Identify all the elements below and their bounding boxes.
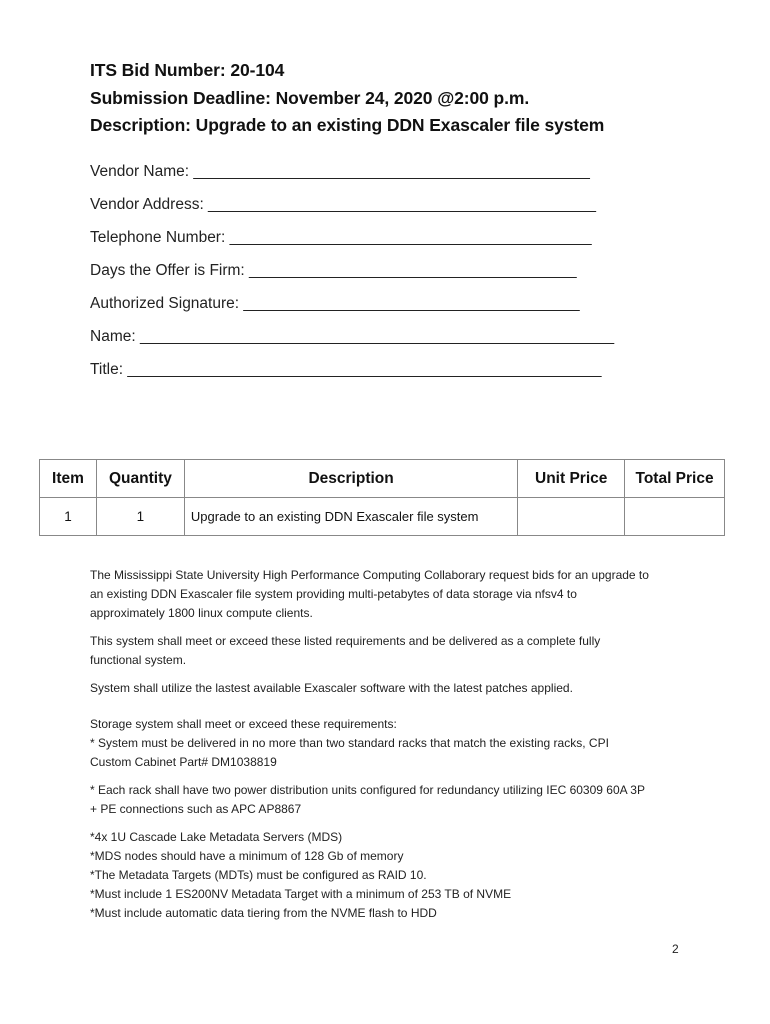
storage-line: Custom Cabinet Part# DM1038819	[90, 755, 277, 769]
vendor-name-field[interactable]: Vendor Name: ______________________________________________	[90, 163, 590, 180]
intro-line: an existing DDN Exascaler file system providing multi-petabytes of data storage via nfsv4 to	[90, 587, 577, 601]
title-field[interactable]: Title: _______________________________________________________	[90, 361, 602, 378]
telephone-number-field[interactable]: Telephone Number: __________________________________________	[90, 229, 592, 246]
meet-line: functional system.	[90, 653, 187, 667]
name-field[interactable]: Name: _______________________________________________________	[90, 328, 615, 345]
intro-line: The Mississippi State University High Performance Computing Collaborary request bids for an upgrade to	[90, 568, 649, 582]
intro-line: approximately 1800 linux compute clients.	[90, 606, 313, 620]
software-line: System shall utilize the lastest available Exascaler software with the latest patches applied.	[90, 681, 573, 695]
mds-line: *4x 1U Cascade Lake Metadata Servers (MDS)	[90, 830, 343, 844]
meet-line: This system shall meet or exceed these listed requirements and be delivered as a complete fully	[90, 634, 601, 648]
power-line: + PE connections such as APC AP8867	[90, 802, 302, 816]
authorized-signature-field[interactable]: Authorized Signature: _______________________________________	[90, 295, 580, 312]
cell-total-price[interactable]	[625, 498, 725, 536]
header-description: Description	[184, 460, 517, 498]
mds-line: *MDS nodes should have a minimum of 128 Gb of memory	[90, 849, 404, 863]
header-item: Item	[40, 460, 97, 498]
mds-line: *Must include 1 ES200NV Metadata Target with a minimum of 253 TB of NVME	[90, 887, 512, 901]
mds-line: *Must include automatic data tiering from the NVME flash to HDD	[90, 906, 437, 920]
cell-item: 1	[40, 498, 97, 536]
storage-line: * System must be delivered in no more than two standard racks that match the existing racks, CPI	[90, 736, 609, 750]
mds-line: *The Metadata Targets (MDTs) must be configured as RAID 10.	[90, 868, 427, 882]
table-header-row	[40, 460, 725, 498]
bid-items-table	[39, 459, 725, 536]
header-total-price: Total Price	[625, 460, 725, 498]
cell-unit-price[interactable]	[518, 498, 625, 536]
header-unit-price: Unit Price	[518, 460, 625, 498]
vendor-address-field[interactable]: Vendor Address: _____________________________________________	[90, 196, 596, 213]
bid-header	[90, 57, 604, 140]
storage-line: Storage system shall meet or exceed these requirements:	[90, 717, 397, 731]
bid-description: Description: Upgrade to an existing DDN Exascaler file system	[90, 115, 605, 135]
cell-description: Upgrade to an existing DDN Exascaler file system	[184, 498, 517, 536]
header-quantity: Quantity	[96, 460, 184, 498]
requirements-text	[90, 566, 690, 923]
power-line: * Each rack shall have two power distribution units configured for redundancy utilizing IEC 60309 60A 3P	[90, 783, 645, 797]
days-offer-firm-field[interactable]: Days the Offer is Firm: ______________________________________	[90, 262, 577, 279]
table-row	[40, 498, 725, 536]
submission-deadline: Submission Deadline: November 24, 2020 @2:00 p.m.	[90, 87, 530, 108]
cell-quantity: 1	[96, 498, 184, 536]
vendor-fields	[90, 160, 614, 391]
page-number: 2	[672, 942, 679, 956]
bid-number: ITS Bid Number: 20-104	[90, 60, 285, 80]
